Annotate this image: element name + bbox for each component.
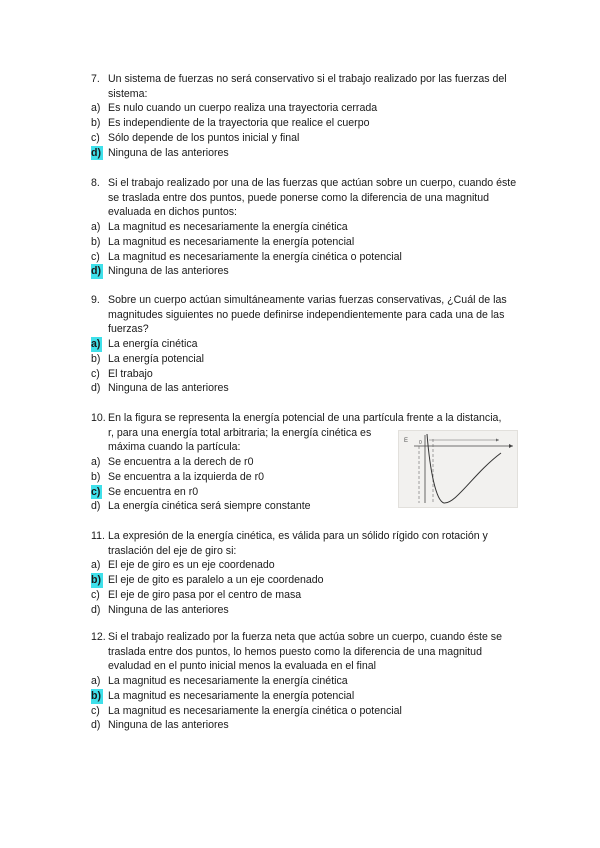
- option-c: c) La magnitud es necesariamente la energía cinética o potencial: [91, 704, 402, 717]
- question-number: 12.: [91, 631, 106, 643]
- question-8: [91, 176, 521, 279]
- question-number: 11.: [91, 530, 105, 542]
- question-stem: [91, 630, 521, 674]
- question-11: [91, 529, 521, 617]
- question-text: Sobre un cuerpo actúan simultáneamente varias fuerzas conservativas, ¿Cuál de las magnitudes siguientes no puede definirse independientemente para cada una de las fuerzas?: [108, 294, 507, 336]
- origin-label: 0: [419, 440, 422, 446]
- option-a-correct: a) La energía cinética: [91, 338, 198, 351]
- answer-highlight: b): [91, 574, 101, 587]
- option-b: b) Es independiente de la trayectoria que realice el cuerpo: [91, 117, 370, 130]
- question-text-line1: En la figura se representa la energía potencial de una partícula frente a la distancia,: [108, 412, 502, 424]
- question-stem: [91, 293, 521, 337]
- question-9: [91, 293, 521, 396]
- option-b: b) Se encuentra a la izquierda de r0: [91, 470, 265, 483]
- answer-highlight: a): [91, 338, 101, 351]
- option-a: a) La magnitud es necesariamente la energía cinética: [91, 675, 348, 688]
- option-b-correct: b) El eje de gito es paralelo a un eje coordenado: [91, 574, 324, 587]
- question-stem: [91, 529, 521, 558]
- question-text: La expresión de la energía cinética, es válida para un sólido rígido con rotación y traslación del eje de giro si:: [108, 530, 488, 557]
- question-number: 7.: [91, 73, 100, 85]
- option-a: a) La magnitud es necesariamente la energía cinética: [91, 221, 348, 234]
- option-c: c) Sólo depende de los puntos inicial y final: [91, 131, 300, 144]
- question-text: Un sistema de fuerzas no será conservativo si el trabajo realizado por las fuerzas del sistema:: [108, 73, 507, 100]
- option-a: a) El eje de giro es un eje coordenado: [91, 559, 275, 572]
- option-d: d) Ninguna de las anteriores: [91, 719, 229, 732]
- option-b-correct: b) La magnitud es necesariamente la energía potencial: [91, 689, 355, 702]
- option-c: c) El eje de giro pasa por el centro de masa: [91, 588, 302, 601]
- potential-energy-curve-plot: [399, 431, 517, 507]
- question-stem: [91, 176, 521, 220]
- y-axis-label: E: [404, 438, 409, 444]
- question-number: 8.: [91, 177, 100, 189]
- option-d: d) Ninguna de las anteriores: [91, 382, 229, 395]
- answer-highlight: c): [91, 485, 101, 498]
- x-axis-arrow: [509, 444, 513, 448]
- option-a: a) Se encuentra a la derech de r0: [91, 456, 254, 469]
- potential-curve: [427, 434, 501, 503]
- answer-highlight: d): [91, 265, 101, 278]
- option-d: d) Ninguna de las anteriores: [91, 603, 229, 616]
- option-d-correct: d) Ninguna de las anteriores: [91, 265, 229, 278]
- question-text-line2: r, para una energía total arbitraria; la energía cinética es máxima cuando la partícula:: [108, 426, 372, 454]
- option-c: c) La magnitud es necesariamente la energía cinética o potencial: [91, 250, 402, 263]
- potential-energy-figure: [398, 430, 518, 508]
- question-7: [91, 72, 521, 160]
- option-b: b) La energía potencial: [91, 352, 205, 365]
- question-text: Si el trabajo realizado por la fuerza neta que actúa sobre un cuerpo, cuando éste se traslada entre dos puntos, lo hemos puesto como la diferencia de una magnitud evaludad en el punto inicial menos la evaluada en el final: [108, 631, 502, 673]
- energy-arrow: [496, 439, 499, 442]
- option-a: a) Es nulo cuando un cuerpo realiza una trayectoria cerrada: [91, 102, 378, 115]
- question-number: 10.: [91, 412, 106, 424]
- question-stem: [91, 72, 521, 101]
- option-c: c) El trabajo: [91, 367, 153, 380]
- option-c-correct: c) Se encuentra en r0: [91, 485, 199, 498]
- question-text: Si el trabajo realizado por una de las fuerzas que actúan sobre un cuerpo, cuando éste se traslada entre dos puntos, puede ponerse como la diferencia de una magnitud evaluada en dichos puntos:: [108, 177, 517, 219]
- option-d: d) La energía cinética será siempre constante: [91, 500, 311, 513]
- answer-highlight: d): [91, 146, 101, 159]
- option-d-correct: d) Ninguna de las anteriores: [91, 146, 229, 159]
- question-12: [91, 630, 521, 733]
- option-b: b) La magnitud es necesariamente la energía potencial: [91, 235, 355, 248]
- question-number: 9.: [91, 294, 100, 306]
- answer-highlight: b): [91, 689, 101, 702]
